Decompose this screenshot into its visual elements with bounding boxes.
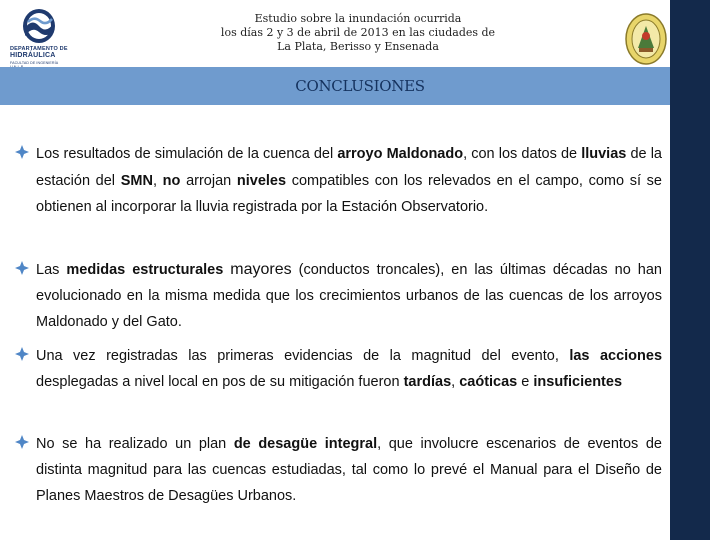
university-seal-icon	[624, 12, 668, 66]
side-bar	[670, 0, 710, 540]
text-segment: Las	[36, 262, 67, 278]
diamond-bullet-icon	[14, 346, 30, 362]
bold-text: caóticas	[459, 374, 518, 390]
text-segment: Una vez registradas las primeras evidencias de la magnitud del evento,	[36, 348, 570, 364]
title-line-2: los días 2 y 3 de abril de 2013 en las ciudades de	[220, 26, 496, 39]
bold-text: arroyo Maldonado	[337, 146, 464, 162]
department-logo	[10, 8, 68, 64]
text-segment: No se ha realizado un plan	[36, 436, 234, 452]
text-segment: Los resultados de simulación de la cuenca del	[36, 146, 338, 162]
bold-text: SMN	[120, 172, 153, 189]
bold-text: lluvias	[581, 146, 627, 162]
diamond-bullet-icon	[14, 144, 30, 160]
side-edge	[710, 0, 720, 540]
text-segment: arrojan	[180, 172, 237, 189]
bold-text: no	[162, 172, 181, 189]
text-segment: de la estación del	[36, 146, 662, 189]
logo-caption-line2: HIDRÁULICA	[10, 52, 56, 59]
title-line-1: Estudio sobre la inundación ocurrida	[254, 12, 462, 25]
bullet-text	[36, 257, 662, 335]
title-line-3: La Plata, Berisso y Ensenada	[277, 40, 439, 53]
text-segment: , que involucre escenarios de eventos de distinta magnitud para las cuencas estudiadas, tal como lo prevé el Manual para el Diseño de Planes Maestros de Desagües Urbanos.	[36, 436, 662, 504]
presentation-title	[170, 12, 546, 54]
bullet-text	[36, 343, 662, 395]
text-segment: ,	[152, 172, 163, 189]
text-segment: compatibles con los relevados en el campo, como sí se obtienen al incorporar la lluvia registrada por la Estación Observatorio.	[36, 172, 662, 215]
bullet-text	[36, 141, 662, 221]
text-segment: e	[517, 374, 534, 390]
bold-text: tardías	[403, 374, 452, 390]
diamond-bullet-icon	[14, 260, 30, 276]
text-segment: mayores	[230, 261, 292, 278]
text-segment: ,	[451, 374, 460, 390]
diamond-bullet-icon	[14, 434, 30, 450]
text-segment: (conductos troncales), en las últimas décadas no han evolucionado en la misma medida que los crecimientos urbanos de las cuencas de los arroyos Maldonado y del Gato.	[36, 262, 662, 330]
text-segment: , con los datos de	[463, 146, 582, 162]
section-title: CONCLUSIONES	[295, 77, 425, 95]
logo-caption-line1: DEPARTAMENTO DE	[10, 46, 68, 52]
bold-text: las acciones	[569, 348, 663, 364]
bold-text: de desagüe integral	[233, 436, 378, 452]
text-segment: desplegadas a nivel local en pos de su mitigación fueron	[36, 374, 404, 390]
logo-caption-line3: FACULTAD DE INGENIERÍA	[10, 61, 58, 65]
bold-text: medidas estructurales	[66, 262, 224, 278]
bold-text: insuficientes	[533, 374, 623, 390]
bullet-text	[36, 431, 662, 509]
bold-text: niveles	[236, 172, 287, 189]
department-logo-icon	[22, 8, 56, 44]
